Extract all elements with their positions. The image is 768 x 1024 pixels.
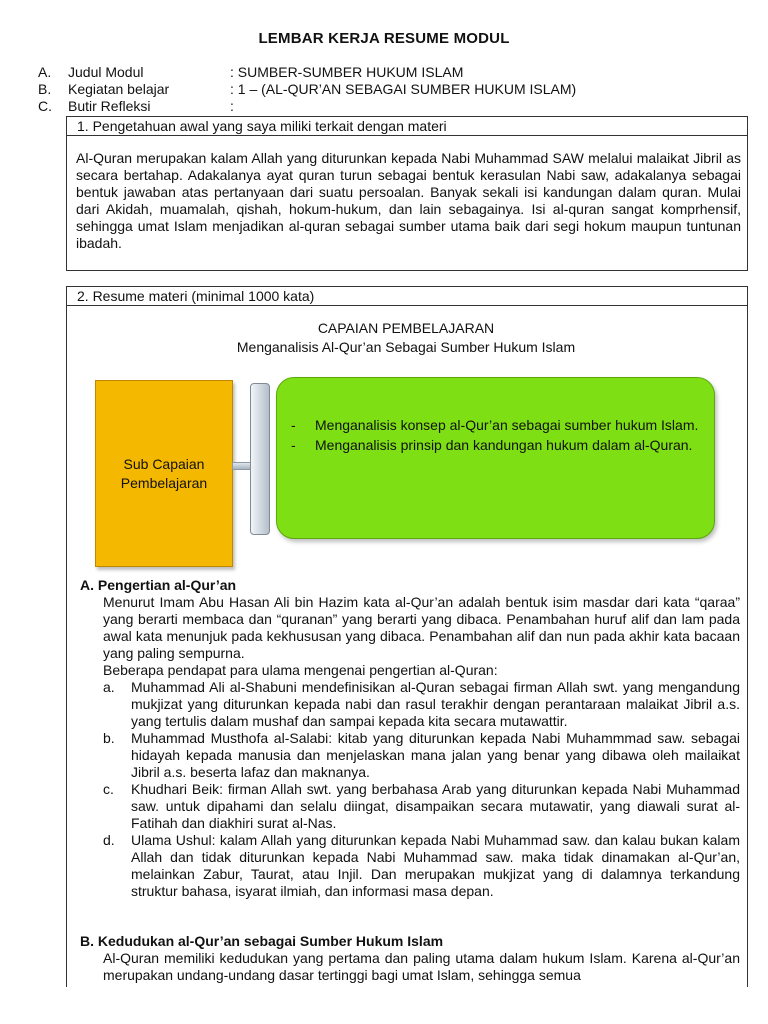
prior-knowledge-header: 1. Pengetahuan awal yang saya miliki terkait dengan materi [67, 117, 747, 136]
list-marker: b. [103, 730, 115, 746]
meta-value: : 1 – (AL-QUR’AN SEBAGAI SUMBER HUKUM ISLAM) [230, 81, 577, 97]
sub-capaian-label: Sub Capaian Pembelajaran [120, 455, 208, 491]
meta-label: Judul Modul [68, 64, 144, 80]
list-item [103, 832, 740, 900]
capaian-title: CAPAIAN PEMBELAJARAN [317, 320, 495, 336]
meta-label: Butir Refleksi [68, 98, 151, 114]
prior-knowledge-paragraph: Al-Quran merupakan kalam Allah yang diturunkan kepada Nabi Muhammad SAW melalui malaikat Jibril as secara bertahap. Adakalanya ayat quran turun sebagai bentuk kerasulan Nabi saw, adakalanya sebagai bentuk jawaban atas pertanyaan dari suatu persoalan. Banyak sekali isi kandungan dalam quran. Mulai dari Akidah, muamalah, qishah, hokum-hukum, dan lain sebagainya. Isi al-quran sangat komprhensif, sehingga umat Islam menjadikan al-quran sebagai sumber utama baik dari segi hokum maupun tuntunan ibadah. [76, 150, 741, 251]
capaian-subtitle: Menganalisis Al-Qur’an Sebagai Sumber Hukum Islam [236, 339, 576, 355]
section-a-heading: A. Pengertian al-Qur’an [80, 577, 237, 593]
bullet-marker: - [291, 417, 296, 433]
list-marker: c. [103, 781, 114, 797]
objectives-box [276, 377, 715, 539]
section-b [80, 933, 740, 984]
section-b-heading: B. Kedudukan al-Qur’an sebagai Sumber Hukum Islam [80, 933, 444, 949]
objective-text: Menganalisis konsep al-Qur’an sebagai sumber hukum Islam. [315, 417, 699, 433]
list-item-text: Ulama Ushul: kalam Allah yang diturunkan kepada Nabi Muhammad saw. dan kalau bukan kalam Allah dan tidak diturunkan kepada Nabi Muhammad saw. maka tidak dinamakan al-Qur’an, melainkan Zabur, Taurat, atau Injil. Dan merupakan mukjizat yang di dalamnya terkandung struktur bahasa, isyarat ilmiah, dan informasi masa depan. [131, 832, 740, 899]
bracket-shape [250, 383, 270, 535]
objective-text: Menganalisis prinsip dan kandungan hukum dalam al-Quran. [315, 437, 693, 453]
resume-header: 2. Resume materi (minimal 1000 kata) [67, 287, 747, 306]
meta-key: B. [38, 81, 52, 97]
section-a-intro: Menurut Imam Abu Hasan Ali bin Hazim kata al-Qur’an adalah bentuk isim masdar dari kata “qaraa” yang berarti membaca dan “quranan” yang berarti yang dibaca. Penambahan huruf alif dan lam pada awal kata menunjuk pada kekhususan yang dibaca. Penambahan alif dan nun pada akhir kata bacaan yang paling sempurna. [103, 594, 740, 661]
definitions-list [103, 679, 740, 900]
list-marker: a. [103, 679, 115, 695]
meta-value: : [230, 98, 234, 114]
list-item [291, 436, 700, 454]
list-item-text: Khudhari Beik: firman Allah swt. yang berbahasa Arab yang diturunkan kepada Nabi Muhammad saw. untuk dipahami dan selalu diingat, disampaikan secara mutawatir, yang diawali surat al-Fatihah dan diakhiri surat al-Nas. [131, 781, 740, 831]
meta-key: A. [38, 64, 52, 80]
meta-label: Kegiatan belajar [68, 81, 170, 97]
document-title: LEMBAR KERJA RESUME MODUL [258, 30, 510, 47]
section-a-lead: Beberapa pendapat para ulama mengenai pengertian al-Quran: [103, 662, 498, 678]
list-item [103, 679, 740, 730]
meta-value: : SUMBER-SUMBER HUKUM ISLAM [230, 64, 464, 80]
list-marker: d. [103, 832, 115, 848]
sub-capaian-box [95, 380, 233, 567]
bullet-marker: - [291, 437, 296, 453]
list-item [103, 781, 740, 832]
section-a [80, 577, 740, 900]
objectives-list [277, 378, 714, 454]
list-item [291, 416, 700, 434]
prior-knowledge-box [66, 116, 748, 271]
list-item-text: Muhammad Ali al-Shabuni mendefinisikan al-Quran sebagai firman Allah swt. yang mengandung mukjizat yang diturunkan kepada nabi dan rasul terakhir dengan perantaraan malaikat Jibril a.s. yang tertulis dalam mushaf dan sampai kepada kita secara mutawattir. [131, 679, 740, 729]
section-b-intro: Al-Quran memiliki kedudukan yang pertama dan paling utama dalam hukum Islam. Karena al-Qur’an merupakan undang-undang dasar tertinggi bagi umat Islam, sehingga semua [103, 950, 740, 983]
meta-key: C. [38, 98, 52, 114]
list-item [103, 730, 740, 781]
list-item-text: Muhammad Musthofa al-Salabi: kitab yang diturunkan kepada Nabi Muhammmad saw. sebagai hidayah kepada manusia dan menjelaskan mana jalan yang benar yang dibawa oleh mailaikat Jibril a.s. beserta lafaz dan maknanya. [131, 730, 740, 780]
